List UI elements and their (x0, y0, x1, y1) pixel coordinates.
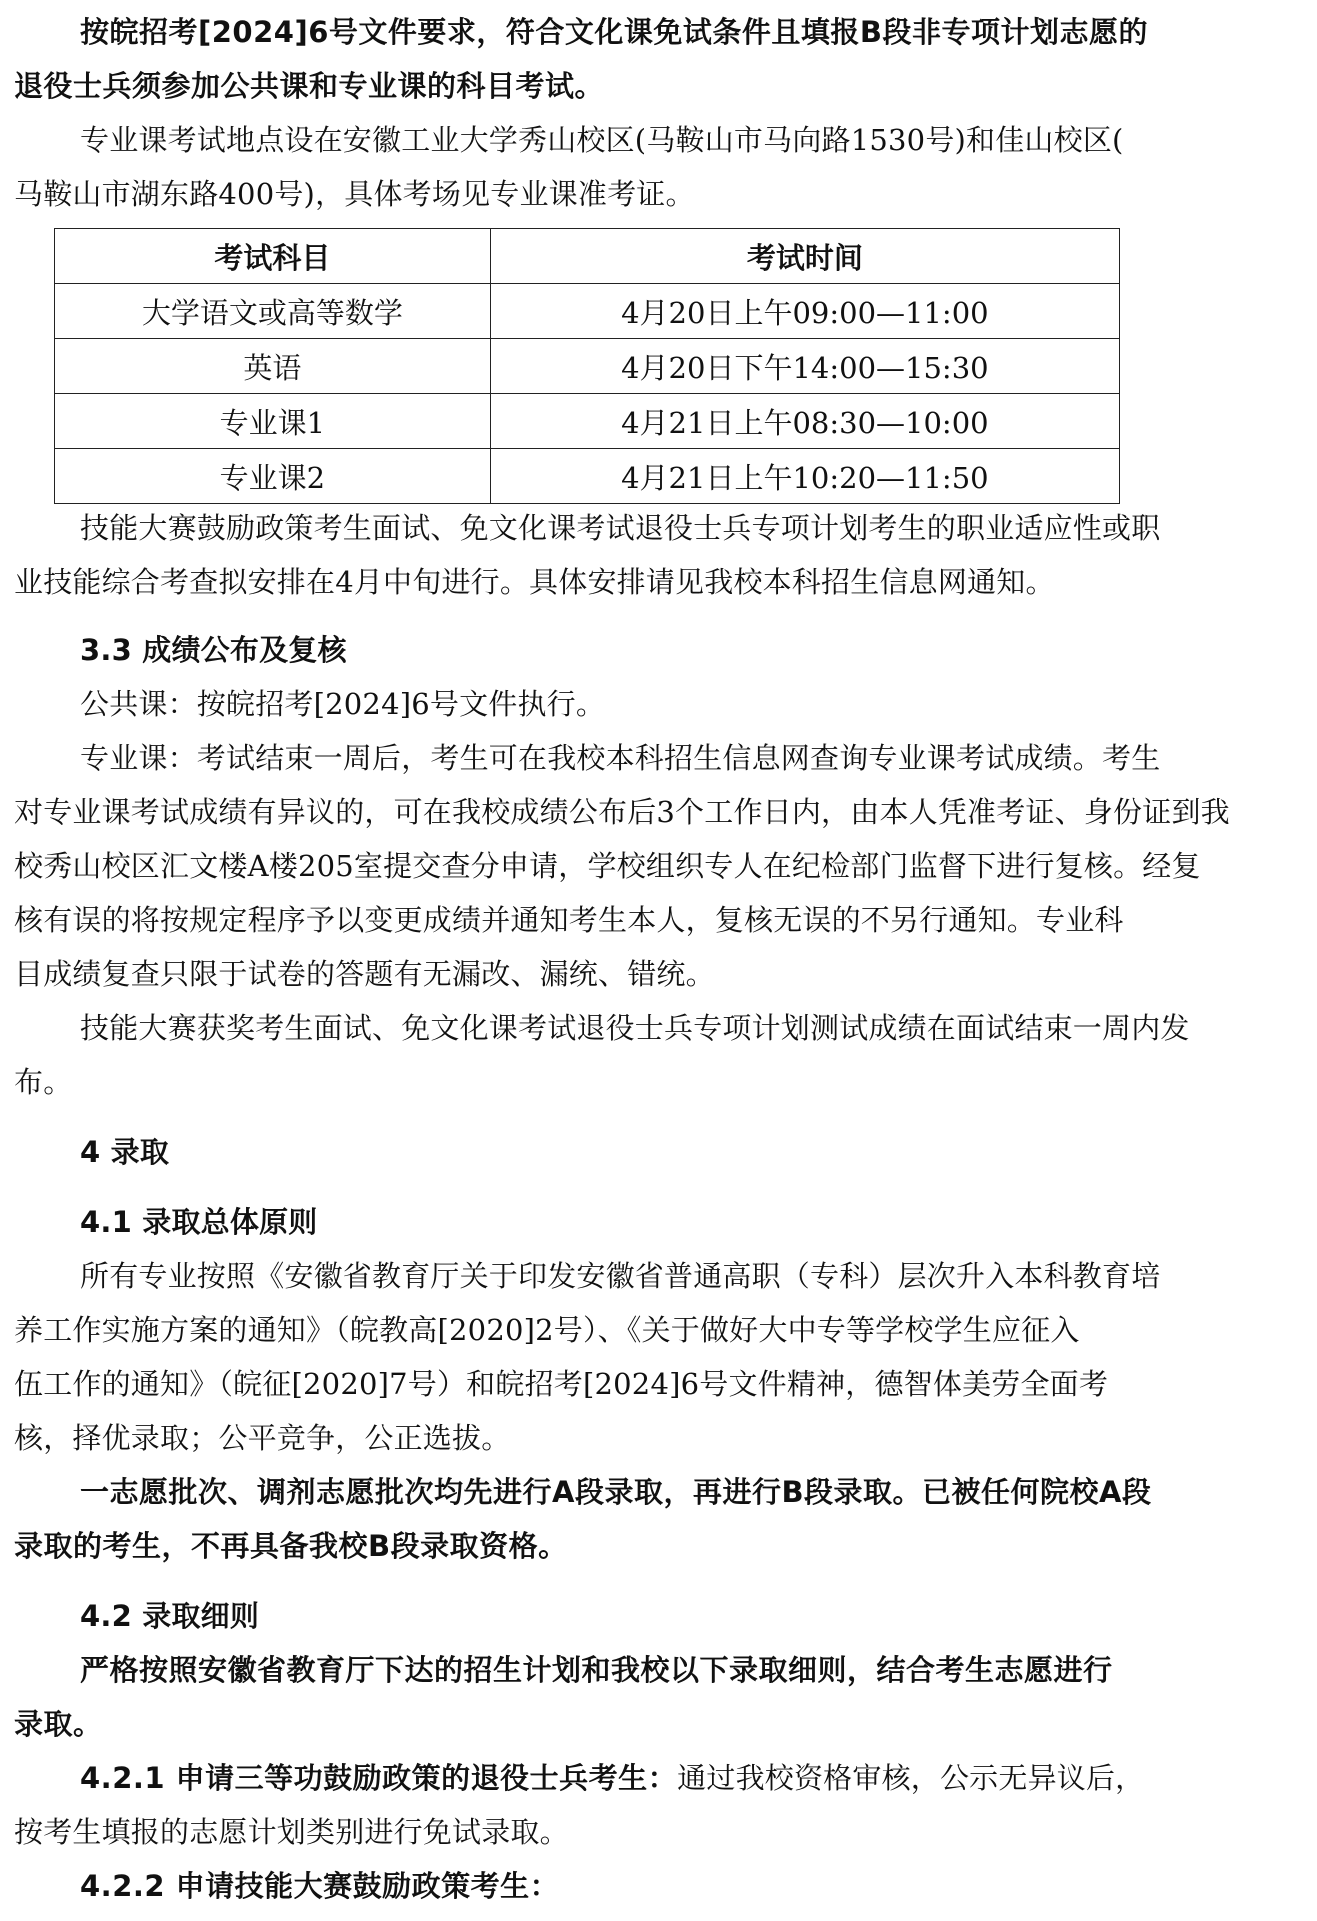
header-subject: 考试科目 (55, 229, 491, 284)
exam-location-line-1: 专业课考试地点设在安徽工业大学秀山校区(马鞍山市马向路1530号)和佳山校区( (80, 123, 1124, 157)
public-course-text: 公共课：按皖招考[2024]6号文件执行。 (80, 687, 606, 721)
admission-order-bold-line-1: 一志愿批次、调剂志愿批次均先进行A段录取，再进行B段录取。已被任何院校A段 (80, 1475, 1152, 1509)
rule-4-2-1-line-1 (80, 1758, 1303, 1798)
rule-4-2-1-label: 4.2.1 申请三等功鼓励政策的退役士兵考生： (80, 1761, 678, 1795)
rules-bold-line-2: 录取。 (14, 1707, 103, 1741)
section-4-heading: 4 录取 (80, 1135, 170, 1169)
table-header-row (55, 229, 1120, 284)
exam-schedule-table (54, 228, 1120, 504)
principle-line-2: 养工作实施方案的通知》（皖教高[2020]2号）、《关于做好大中专等学校学生应征入 (14, 1313, 1080, 1347)
rules-bold-line-1: 严格按照安徽省教育厅下达的招生计划和我校以下录取细则，结合考生志愿进行 (80, 1653, 1113, 1687)
skill-interview-line-1: 技能大赛鼓励政策考生面试、免文化课考试退役士兵专项计划考生的职业适应性或职 (80, 511, 1161, 545)
pro-course-line-5: 目成绩复查只限于试卷的答题有无漏改、漏统、错统。 (14, 957, 715, 991)
skill-result-line-1: 技能大赛获奖考生面试、免文化课考试退役士兵专项计划测试成绩在面试结束一周内发 (80, 1011, 1190, 1045)
pro-course-line-2: 对专业课考试成绩有异议的，可在我校成绩公布后3个工作日内，由本人凭准考证、身份证到我 (14, 795, 1230, 829)
intro-bold-line-2: 退役士兵须参加公共课和专业课的科目考试。 (14, 69, 605, 103)
section-3-3-heading: 3.3 成绩公布及复核 (80, 633, 347, 667)
principle-line-1: 所有专业按照《安徽省教育厅关于印发安徽省普通高职（专科）层次升入本科教育培 (80, 1259, 1161, 1293)
rule-4-2-1-text: 通过我校资格审核，公示无异议后， (677, 1761, 1145, 1795)
header-time: 考试时间 (490, 229, 1119, 284)
admission-order-bold-line-2: 录取的考生，不再具备我校B段录取资格。 (14, 1529, 568, 1563)
exam-location-line-2: 马鞍山市湖东路400号)，具体考场见专业课准考证。 (14, 177, 695, 211)
skill-interview-line-2: 业技能综合考查拟安排在4月中旬进行。具体安排请见我校本科招生信息网通知。 (14, 565, 1055, 599)
pro-course-line-4: 核有误的将按规定程序予以变更成绩并通知考生本人，复核无误的不另行通知。专业科 (14, 903, 1124, 937)
table-row (55, 394, 1120, 449)
time-cell: 4月20日上午09:00—11:00 (490, 284, 1119, 339)
subject-cell: 大学语文或高等数学 (55, 284, 491, 339)
subject-cell: 专业课2 (55, 449, 491, 504)
time-cell: 4月21日上午08:30—10:00 (490, 394, 1119, 449)
intro-bold-line-1: 按皖招考[2024]6号文件要求，符合文化课免试条件且填报B段非专项计划志愿的 (80, 15, 1149, 49)
rule-4-2-1-line-2: 按考生填报的志愿计划类别进行免试录取。 (14, 1815, 569, 1849)
table-row (55, 449, 1120, 504)
skill-result-line-2: 布。 (14, 1065, 73, 1099)
principle-line-4: 核，择优录取；公平竞争，公正选拔。 (14, 1421, 511, 1455)
table-row (55, 284, 1120, 339)
pro-course-line-1: 专业课：考试结束一周后，考生可在我校本科招生信息网查询专业课考试成绩。考生 (80, 741, 1161, 775)
section-4-1-heading: 4.1 录取总体原则 (80, 1205, 318, 1239)
pro-course-line-3: 校秀山校区汇文楼A楼205室提交查分申请，学校组织专人在纪检部门监督下进行复核。经复 (14, 849, 1201, 883)
time-cell: 4月21日上午10:20—11:50 (490, 449, 1119, 504)
table-row (55, 339, 1120, 394)
time-cell: 4月20日下午14:00—15:30 (490, 339, 1119, 394)
subject-cell: 专业课1 (55, 394, 491, 449)
subject-cell: 英语 (55, 339, 491, 394)
rule-4-2-2-label: 4.2.2 申请技能大赛鼓励政策考生： (80, 1869, 560, 1903)
section-4-2-heading: 4.2 录取细则 (80, 1599, 260, 1633)
principle-line-3: 伍工作的通知》（皖征[2020]7号）和皖招考[2024]6号文件精神，德智体美劳全面考 (14, 1367, 1109, 1401)
